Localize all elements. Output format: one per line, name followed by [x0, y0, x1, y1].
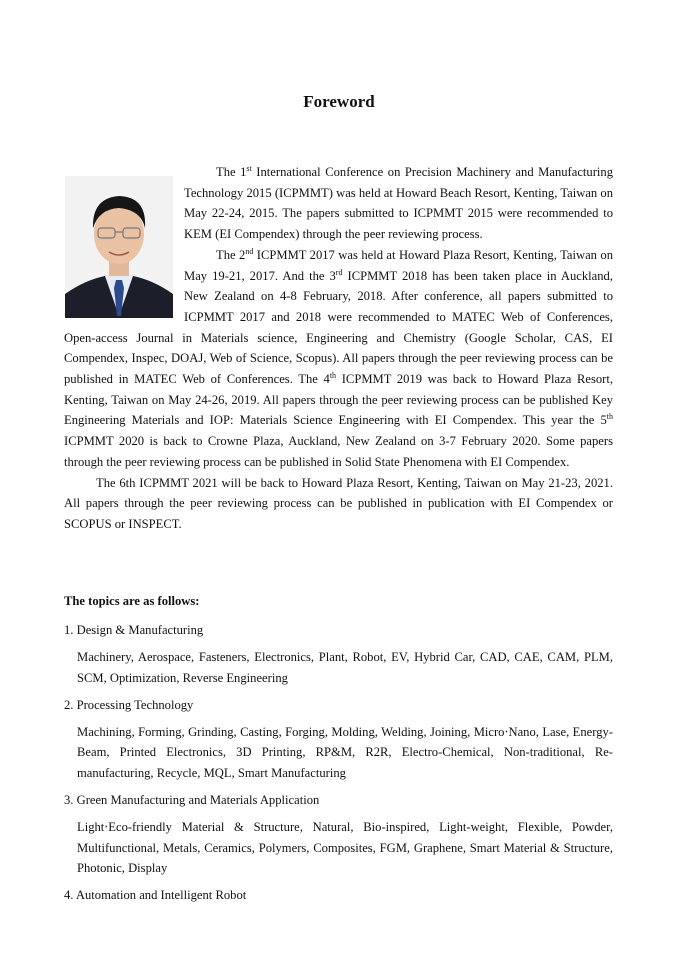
topic-title: 4. Automation and Intelligent Robot — [64, 888, 247, 903]
topic-item — [64, 695, 613, 783]
ordinal-suffix: st — [246, 163, 252, 173]
page-title: Foreword — [303, 92, 375, 111]
ordinal-suffix: th — [329, 370, 337, 380]
topics-list — [64, 620, 613, 906]
ordinal-suffix: th — [606, 412, 613, 422]
topic-title: 1. Design & Manufacturing — [64, 623, 204, 637]
paragraph-2: The 2nd ICPMMT 2017 was held at Howard Plaza Resort, Kenting, Taiwan on May 19-21, 2017. And the 3rd ICPMMT 2018 has been taken place in Auckland, New Zealand on 4-8 February, 2018. After conference, all papers submitted to ICPMMT 2017 and 2018 were recommended to MATEC Web of Conferences, Open-access Journal in Materials science, Engineering and Chemistry (Google Scholar, CAS, EI Compendex, Inspec, DOAJ, Web of Science, Scopus). All papers through the peer reviewing process can be published in MATEC Web of Conferences. The 4th ICPMMT 2019 was back to Howard Plaza Resort, Kenting, Taiwan on May 24-26, 2019. All papers through the peer reviewing process can be published Key Engineering Materials and IOP: Materials Science Engineering with EI Compendex. This year the 5th ICPMMT 2020 is back to Crowne Plaza, Auckland, New Zealand on 3-7 February 2020. Some papers through the peer reviewing process can be published in Solid State Phenomena with EI Compendex. — [64, 246, 613, 469]
topic-item — [64, 620, 613, 688]
topic-item — [64, 885, 613, 905]
ordinal-suffix: rd — [335, 267, 343, 277]
topics-heading: The topics are as follows: — [64, 594, 200, 608]
paragraph-1: The 1st International Conference on Precision Machinery and Manufacturing Technology 2015 (ICPMMT) was held at Howard Beach Resort, Kenting, Taiwan on May 22-24, 2015. The papers submitted to ICPMMT 2015 were recommended to KEM (EI Compendex) through the peer reviewing process. — [184, 163, 613, 242]
topic-title: 3. Green Manufacturing and Materials Application — [64, 793, 320, 808]
topic-title: 2. Processing Technology — [64, 697, 194, 712]
topic-description: Machinery, Aerospace, Fasteners, Electronics, Plant, Robot, EV, Hybrid Car, CAD, CAE, CAM, PLM, SCM, Optimization, Reverse Engineering — [77, 650, 613, 685]
paragraph-3: The 6th ICPMMT 2021 will be back to Howard Plaza Resort, Kenting, Taiwan on May 21-23, 2021. All papers through the peer reviewing process can be published in publication with EI Compendex or SCOPUS or INSPECT. — [64, 475, 613, 531]
topic-item — [64, 790, 613, 878]
foreword-body — [64, 162, 613, 535]
ordinal-suffix: nd — [245, 246, 254, 256]
topic-description: Light‧Eco-friendly Material & Structure, Natural, Bio-inspired, Light-weight, Flexible, Powder, Multifunctional, Metals, Ceramics, Polymers, Composites, FGM, Graphene, Smart Material & Structure, Photonic, Display — [77, 820, 613, 875]
topic-description: Machining, Forming, Grinding, Casting, Forging, Molding, Welding, Joining, Micro‧Nano, Lase, Energy-Beam, Printed Electronics, 3D Printing, RP&M, R2R, Electro-Chemical, Non-traditional, Re-manufacturing, Recycle, MQL, Smart Manufacturing — [77, 725, 613, 780]
